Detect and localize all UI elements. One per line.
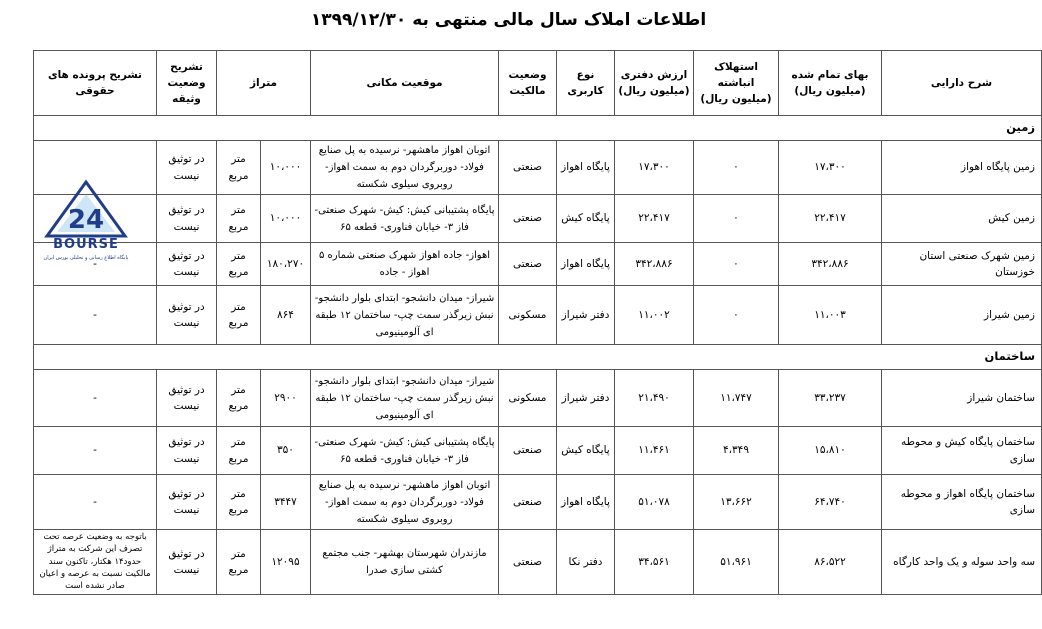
table-row (34, 286, 1042, 345)
section-land-row (34, 116, 1042, 141)
ownership-cell: صنعتی (499, 243, 557, 286)
logo-number: 24 (67, 205, 105, 235)
book-value-cell: ۳۴،۵۶۱ (615, 530, 694, 595)
header-location: موقعیت مکانی (311, 51, 499, 116)
asset-cell: ساختمان پایگاه کیش و محوطه سازی (882, 427, 1042, 475)
ownership-cell: مسکونی (499, 370, 557, 427)
usage-cell: دفتر شیراز (557, 286, 615, 345)
usage-cell: پایگاه اهواز (557, 243, 615, 286)
header-depreciation: استهلاک انباشته (میلیون ریال) (694, 51, 779, 116)
rights-cell: - (34, 427, 157, 475)
area-unit-cell: متر مربع (217, 370, 261, 427)
deed-cell: در توثیق نیست (157, 141, 217, 195)
asset-cell: ساختمان پایگاه اهواز و محوطه سازی (882, 475, 1042, 530)
section-land-label: زمین (34, 116, 1042, 141)
book-value-cell: ۲۱،۴۹۰ (615, 370, 694, 427)
area-value-cell: ۱۰،۰۰۰ (261, 141, 311, 195)
table-row (34, 141, 1042, 195)
rights-cell: - (34, 370, 157, 427)
deed-cell: در توثیق نیست (157, 195, 217, 243)
ownership-cell: صنعتی (499, 427, 557, 475)
property-table (33, 50, 1042, 595)
table-row (34, 243, 1042, 286)
header-area: متراژ (217, 51, 311, 116)
ownership-cell: صنعتی (499, 475, 557, 530)
book-value-cell: ۵۱،۰۷۸ (615, 475, 694, 530)
location-cell: اتوبان اهواز ماهشهر- نرسیده به پل صنایع فولاد- دوربرگردان دوم به سمت اهواز- روبروی سیلوی شکسته (311, 141, 499, 195)
depreciation-cell: ۰ (694, 195, 779, 243)
usage-cell: دفتر شیراز (557, 370, 615, 427)
area-value-cell: ۱۰،۰۰۰ (261, 195, 311, 243)
bourse24-logo-icon (41, 180, 131, 262)
area-value-cell: ۸۶۴ (261, 286, 311, 345)
area-unit-cell: متر مربع (217, 141, 261, 195)
asset-cell: سه واحد سوله و یک واحد کارگاه (882, 530, 1042, 595)
area-value-cell: ۳۴۴۷ (261, 475, 311, 530)
book-value-cell: ۱۱،۰۰۲ (615, 286, 694, 345)
final-cost-cell: ۸۶،۵۲۲ (779, 530, 882, 595)
header-rights: تشریح پرونده های حقوقی (34, 51, 157, 116)
usage-cell: دفتر نکا (557, 530, 615, 595)
header-final-cost: بهای تمام شده (میلیون ریال) (779, 51, 882, 116)
header-asset: شرح دارایی (882, 51, 1042, 116)
header-deed: تشریح وضعیت وثیقه (157, 51, 217, 116)
book-value-cell: ۲۲،۴۱۷ (615, 195, 694, 243)
area-value-cell: ۱۸۰،۲۷۰ (261, 243, 311, 286)
rights-cell: - (34, 286, 157, 345)
book-value-cell: ۱۱،۴۶۱ (615, 427, 694, 475)
book-value-cell: ۱۷،۳۰۰ (615, 141, 694, 195)
location-cell: شیراز- میدان دانشجو- ابتدای بلوار دانشجو- نبش زیرگذر سمت چپ- ساختمان ۱۲ طبقه ای آلومینیومی (311, 286, 499, 345)
final-cost-cell: ۶۴،۷۴۰ (779, 475, 882, 530)
table-row (34, 370, 1042, 427)
header-usage: نوع کاربری (557, 51, 615, 116)
final-cost-cell: ۱۷،۳۰۰ (779, 141, 882, 195)
depreciation-cell: ۰ (694, 141, 779, 195)
area-value-cell: ۱۲۰۹۵ (261, 530, 311, 595)
ownership-cell: مسکونی (499, 286, 557, 345)
ownership-cell: صنعتی (499, 530, 557, 595)
location-cell: اتوبان اهواز ماهشهر- نرسیده به پل صنایع فولاد- دوربرگردان دوم به سمت اهواز- روبروی سیلوی شکسته (311, 475, 499, 530)
final-cost-cell: ۳۴۲،۸۸۶ (779, 243, 882, 286)
deed-cell: در توثیق نیست (157, 427, 217, 475)
asset-cell: زمین کیش (882, 195, 1042, 243)
header-ownership: وضعیت مالکیت (499, 51, 557, 116)
final-cost-cell: ۱۵،۸۱۰ (779, 427, 882, 475)
deed-cell: در توثیق نیست (157, 370, 217, 427)
asset-cell: زمین پایگاه اهواز (882, 141, 1042, 195)
header-row (34, 51, 1042, 116)
location-cell: اهواز- جاده اهواز شهرک صنعتی شماره ۵ اهواز - جاده (311, 243, 499, 286)
depreciation-cell: ۰ (694, 243, 779, 286)
location-cell: شیراز- میدان دانشجو- ابتدای بلوار دانشجو- نبش زیرگذر سمت چپ- ساختمان ۱۲ طبقه ای آلومینیومی (311, 370, 499, 427)
table-row (34, 530, 1042, 595)
ownership-cell: صنعتی (499, 195, 557, 243)
page-title: اطلاعات املاک سال مالی منتهی به ۱۳۹۹/۱۲/۳۰ (310, 10, 707, 30)
table-row (34, 195, 1042, 243)
area-value-cell: ۳۵۰ (261, 427, 311, 475)
asset-cell: زمین شیراز (882, 286, 1042, 345)
final-cost-cell: ۱۱،۰۰۳ (779, 286, 882, 345)
depreciation-cell: ۱۳،۶۶۲ (694, 475, 779, 530)
table-row (34, 475, 1042, 530)
asset-cell: ساختمان شیراز (882, 370, 1042, 427)
rights-cell: باتوجه به وضعیت عرصه تحت تصرف این شرکت به متراژ حدود۱۴ هکتار، تاکنون سند مالکیت نسبت به عرصه و اعیان صادر نشده است (34, 530, 157, 595)
usage-cell: پایگاه کیش (557, 427, 615, 475)
logo-tagline: پایگاه اطلاع رسانی و تحلیلی بورس ایران (43, 255, 129, 261)
area-unit-cell: متر مربع (217, 530, 261, 595)
final-cost-cell: ۳۳،۲۳۷ (779, 370, 882, 427)
location-cell: پایگاه پشتیبانی کیش: کیش- شهرک صنعتی- فاز ۳- خیابان فناوری- قطعه ۶۵ (311, 195, 499, 243)
area-value-cell: ۲۹۰۰ (261, 370, 311, 427)
asset-cell: زمین شهرک صنعتی استان خوزستان (882, 243, 1042, 286)
ownership-cell: صنعتی (499, 141, 557, 195)
depreciation-cell: ۱۱،۷۴۷ (694, 370, 779, 427)
area-unit-cell: متر مربع (217, 243, 261, 286)
area-unit-cell: متر مربع (217, 475, 261, 530)
rights-cell: - (34, 243, 157, 286)
deed-cell: در توثیق نیست (157, 243, 217, 286)
area-unit-cell: متر مربع (217, 195, 261, 243)
usage-cell: پایگاه اهواز (557, 141, 615, 195)
rights-cell: - (34, 475, 157, 530)
usage-cell: پایگاه کیش (557, 195, 615, 243)
area-unit-cell: متر مربع (217, 427, 261, 475)
section-building-row (34, 345, 1042, 370)
area-unit-cell: متر مربع (217, 286, 261, 345)
deed-cell: در توثیق نیست (157, 286, 217, 345)
usage-cell: پایگاه اهواز (557, 475, 615, 530)
logo-brand: BOURSE (53, 237, 119, 252)
deed-cell: در توثیق نیست (157, 475, 217, 530)
depreciation-cell: ۰ (694, 286, 779, 345)
table-row (34, 427, 1042, 475)
final-cost-cell: ۲۲،۴۱۷ (779, 195, 882, 243)
section-building-label: ساختمان (34, 345, 1042, 370)
depreciation-cell: ۵۱،۹۶۱ (694, 530, 779, 595)
location-cell: مازندران شهرستان بهشهر- جنب مجتمع کشتی سازی صدرا (311, 530, 499, 595)
bourse24-logo (41, 180, 131, 262)
depreciation-cell: ۴،۳۴۹ (694, 427, 779, 475)
deed-cell: در توثیق نیست (157, 530, 217, 595)
header-book-value: ارزش دفتری (میلیون ریال) (615, 51, 694, 116)
location-cell: پایگاه پشتیبانی کیش: کیش- شهرک صنعتی- فاز ۳- خیابان فناوری- قطعه ۶۵ (311, 427, 499, 475)
book-value-cell: ۳۴۲،۸۸۶ (615, 243, 694, 286)
